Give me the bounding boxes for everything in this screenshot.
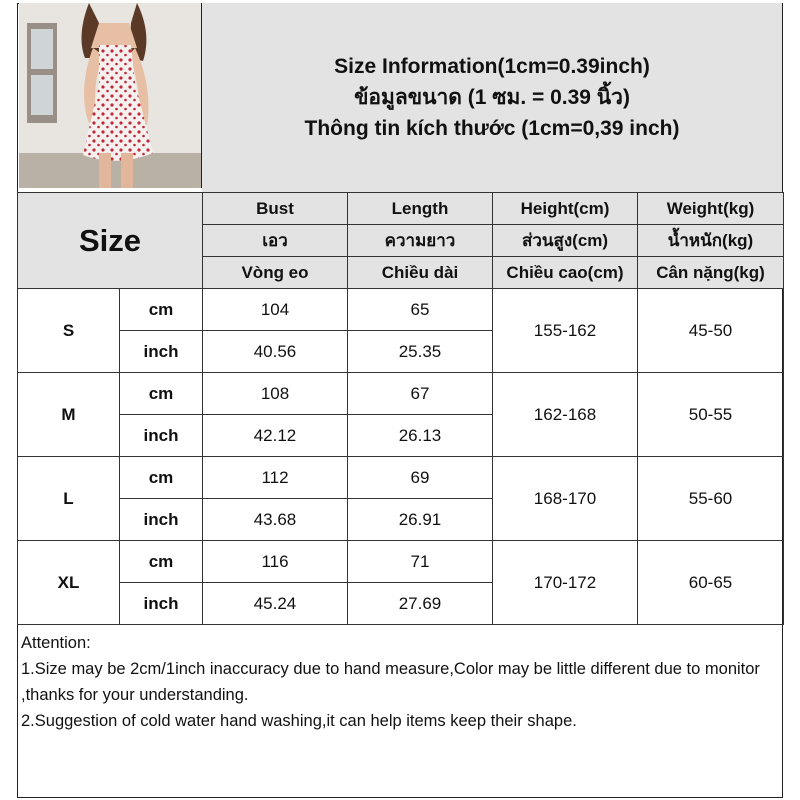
attention-item-1: 1.Size may be 2cm/1inch inaccuracy due to hand measure,Color may be little different due to monitor ,thanks for your understanding. <box>21 660 760 704</box>
bust-cm: 108 <box>203 373 348 415</box>
size-info-header <box>202 3 782 192</box>
unit-inch: inch <box>120 331 203 373</box>
height-range: 155-162 <box>493 289 638 373</box>
size-column-title: Size <box>18 193 203 289</box>
header-length-vi: Chiều dài <box>348 257 493 289</box>
header-bust-th: เอว <box>203 225 348 257</box>
height-range: 170-172 <box>493 541 638 625</box>
length-cm: 67 <box>348 373 493 415</box>
header-title-en: Size Information(1cm=0.39inch) <box>334 55 650 78</box>
size-table <box>17 192 784 625</box>
bust-inch: 42.12 <box>203 415 348 457</box>
header-height-en: Height(cm) <box>493 193 638 225</box>
size-label: L <box>18 457 120 541</box>
table-header-row-en <box>18 193 784 225</box>
weight-range: 55-60 <box>638 457 784 541</box>
bust-cm: 112 <box>203 457 348 499</box>
header-height-vi: Chiều cao(cm) <box>493 257 638 289</box>
length-inch: 26.13 <box>348 415 493 457</box>
header-bust-vi: Vòng eo <box>203 257 348 289</box>
bust-inch: 43.68 <box>203 499 348 541</box>
table-row <box>18 373 784 415</box>
unit-cm: cm <box>120 457 203 499</box>
header-title-th: ข้อมูลขนาด (1 ซม. = 0.39 นิ้ว) <box>354 86 630 109</box>
header-weight-vi: Cân nặng(kg) <box>638 257 784 289</box>
header-length-en: Length <box>348 193 493 225</box>
size-label: S <box>18 289 120 373</box>
attention-title: Attention: <box>21 634 91 652</box>
length-inch: 26.91 <box>348 499 493 541</box>
attention-notes <box>21 630 781 734</box>
unit-inch: inch <box>120 583 203 625</box>
weight-range: 60-65 <box>638 541 784 625</box>
length-inch: 25.35 <box>348 331 493 373</box>
unit-cm: cm <box>120 289 203 331</box>
size-label: XL <box>18 541 120 625</box>
weight-range: 45-50 <box>638 289 784 373</box>
header-title-vi: Thông tin kích thước (1cm=0,39 inch) <box>304 117 680 140</box>
header-length-th: ความยาว <box>348 225 493 257</box>
attention-item-2: 2.Suggestion of cold water hand washing,it can help items keep their shape. <box>21 712 577 730</box>
size-label: M <box>18 373 120 457</box>
header-bust-en: Bust <box>203 193 348 225</box>
bust-cm: 104 <box>203 289 348 331</box>
unit-inch: inch <box>120 499 203 541</box>
length-cm: 69 <box>348 457 493 499</box>
weight-range: 50-55 <box>638 373 784 457</box>
height-range: 168-170 <box>493 457 638 541</box>
header-height-th: ส่วนสูง(cm) <box>493 225 638 257</box>
bust-inch: 45.24 <box>203 583 348 625</box>
header-weight-en: Weight(kg) <box>638 193 784 225</box>
product-photo <box>19 3 202 188</box>
table-row <box>18 457 784 499</box>
model-dress-image <box>19 3 201 188</box>
table-row <box>18 541 784 583</box>
unit-cm: cm <box>120 541 203 583</box>
unit-cm: cm <box>120 373 203 415</box>
length-inch: 27.69 <box>348 583 493 625</box>
header-weight-th: น้ำหนัก(kg) <box>638 225 784 257</box>
height-range: 162-168 <box>493 373 638 457</box>
length-cm: 65 <box>348 289 493 331</box>
bust-inch: 40.56 <box>203 331 348 373</box>
table-row <box>18 289 784 331</box>
length-cm: 71 <box>348 541 493 583</box>
unit-inch: inch <box>120 415 203 457</box>
bust-cm: 116 <box>203 541 348 583</box>
